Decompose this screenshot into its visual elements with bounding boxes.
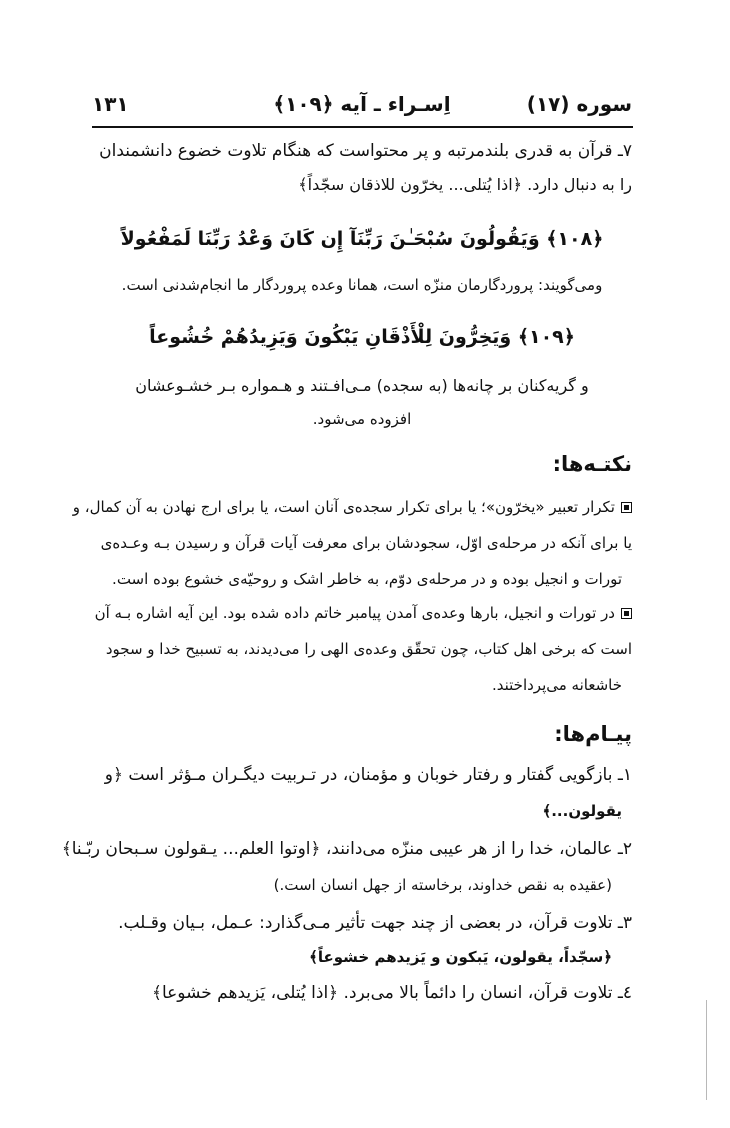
message-2-line-1: ۲ـ عالمان، خدا را از هر عیبی منزّه می‌دانند، ﴿اوتوا العلم... یـقولون سـبحان ربّـنا﴾: [61, 839, 632, 859]
header-rule: [92, 126, 633, 128]
verse-109-translation-2: افزوده می‌شود.: [312, 410, 412, 428]
note-2-text-1: در تورات و انجیل، بارها وعده‌ی آمدن پیامبر خاتم داده شده بود. این آیه اشاره بـه آن: [94, 604, 615, 622]
message-1-line-2: یقولون...﴾: [542, 802, 622, 820]
surah-label: سوره (۱۷): [526, 92, 632, 116]
square-bullet-icon: [621, 608, 632, 619]
note-1-text-1: تکرار تعبیر «یخرّون»؛ یا برای تکرار سجده‌ی آنان است، یا برای ارج نهادن به آن کمال، و: [72, 498, 615, 516]
verse-108-arabic: ﴿۱۰۸﴾ وَيَقُولُونَ سُبْحَـٰنَ رَبِّنَآ إِن كَانَ وَعْدُ رَبِّنَا لَمَفْعُولاً: [120, 228, 604, 250]
message-3-line-1: ۳ـ تلاوت قرآن، در بعضی از چند جهت تأثیر مـی‌گذارد: عـمل، بـیان وقـلب.: [118, 913, 632, 933]
note-2-line-1: [92, 600, 632, 626]
verse-109-translation-1: و گریه‌کنان بر چانه‌ها (به سجده) مـی‌افـتند و هـمواره بـر خشـوعشان: [135, 376, 589, 395]
messages-heading: پیـام‌ها:: [554, 722, 632, 746]
note-2-line-2: است که برخی اهل کتاب، چون تحقّق وعده‌ی الهی را می‌دیدند، به تسبیح خدا و سجود: [105, 640, 632, 658]
message-2-line-2: (عقیده به نقص خداوند، برخاسته از جهل انسان است.): [273, 876, 612, 894]
verse-109-arabic: ﴿۱۰۹﴾ وَيَخِرُّونَ لِلْأَذْقَانِ يَبْكُونَ وَيَزِيدُهُمْ خُشُوعاً: [149, 326, 575, 348]
note-1-line-1: [72, 494, 632, 520]
message-1-line-1: ۱ـ بازگویی گفتار و رفتار خوبان و مؤمنان، در تـربیت دیگـران مـؤثر است ﴿و: [104, 765, 632, 785]
note-1-line-2: یا برای آنکه در مرحله‌ی اوّل، سجودشان برای معرفت آیات قرآن و رسیدن بـه وعـده‌ی: [100, 534, 632, 552]
note-1-line-3: تورات و انجیل بوده و در مرحله‌ی دوّم، به خاطر اشک و روحیّه‌ی خشوع بوده است.: [112, 570, 622, 588]
message-3-line-2: ﴿سجّداً، یقولون، یَبکون و یَزیدهم خشوعاً﴾: [309, 948, 612, 966]
message-4-line-1: ٤ـ تلاوت قرآن، انسان را دائماً بالا می‌برد. ﴿اذا یُتلی، یَزیدهم خشوعا﴾: [152, 983, 632, 1003]
note-2-line-3: خاشعانه می‌پرداختند.: [491, 676, 622, 694]
page-number: ۱۳۱: [92, 92, 129, 116]
intro-line-1: ۷ـ قرآن به قدری بلندمرتبه و پر محتواست که هنگام تلاوت خضوع دانشمندان: [99, 141, 632, 161]
header-title: اِسـراء ـ آیه ﴿۱۰۹﴾: [273, 92, 451, 116]
square-bullet-icon: [621, 502, 632, 513]
page-header: [92, 92, 632, 122]
verse-108-translation: ومی‌گویند: پروردگارمان منزّه است، همانا وعده پروردگار ما انجام‌شدنی است.: [121, 276, 603, 294]
notes-heading: نکتـه‌ها:: [552, 452, 632, 476]
scan-artifact: [706, 1000, 707, 1100]
intro-line-2: را به دنبال دارد. ﴿اذا یُتلی... یخرّون للاذقان سجّداً﴾: [298, 175, 632, 194]
